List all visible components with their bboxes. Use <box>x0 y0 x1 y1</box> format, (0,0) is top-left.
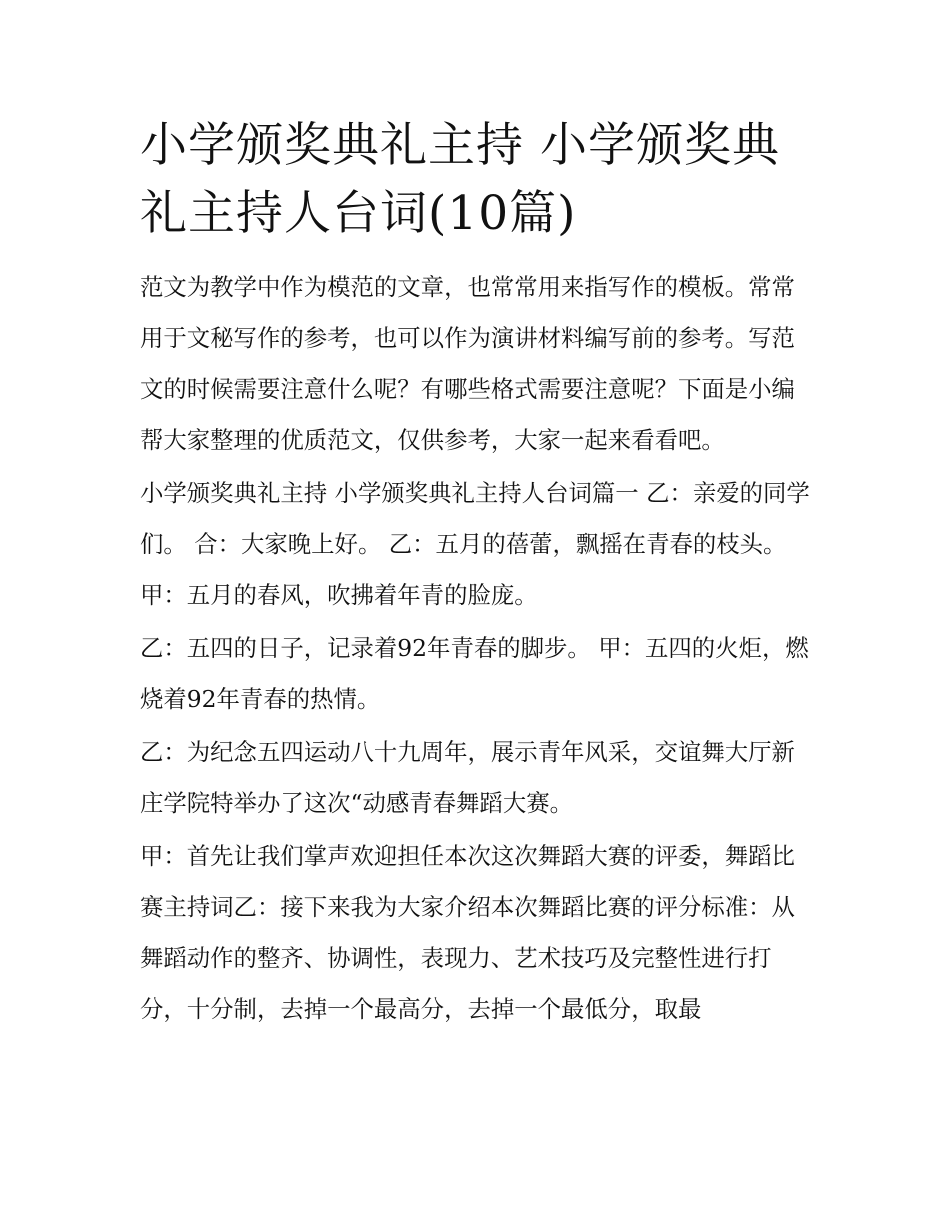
paragraph-event-intro: 乙：为纪念五四运动八十九周年，展示青年风采，交谊舞大厅新庄学院特举办了这次“动感青春舞蹈大赛。 <box>140 738 795 817</box>
paragraph-judges-scoring: 甲：首先让我们掌声欢迎担任本次这次舞蹈大赛的评委，舞蹈比赛主持词乙：接下来我为大家介绍本次舞蹈比赛的评分标准：从舞蹈动作的整齐、协调性，表现力、艺术技巧及完整性进行打分，十分制，去掉一个最高分，去掉一个最低分，取最 <box>140 842 795 1023</box>
paragraph-intro: 范文为教学中作为模范的文章，也常常用来指写作的模板。常常用于文秘写作的参考，也可以作为演讲材料编写前的参考。写范文的时候需要注意什么呢？有哪些格式需要注意呢？下面是小编帮大家整理的优质范文，仅供参考，大家一起来看看吧。 <box>140 273 795 454</box>
paragraph-opening-dialogue: 小学颁奖典礼主持 小学颁奖典礼主持人台词篇一 乙：亲爱的同学们。 合：大家晚上好。 乙：五月的蓓蕾，飘摇在青春的枝头。 甲：五月的春风，吹拂着年青的脸庞。 <box>140 479 810 609</box>
paragraph-may-fourth: 乙：五四的日子，记录着92年青春的脚步。 甲：五四的火炬，燃烧着92年青春的热情。 <box>140 634 809 713</box>
document-title: 小学颁奖典礼主持 小学颁奖典礼主持人台词(10篇) <box>140 118 780 241</box>
document-content <box>140 112 812 1037</box>
